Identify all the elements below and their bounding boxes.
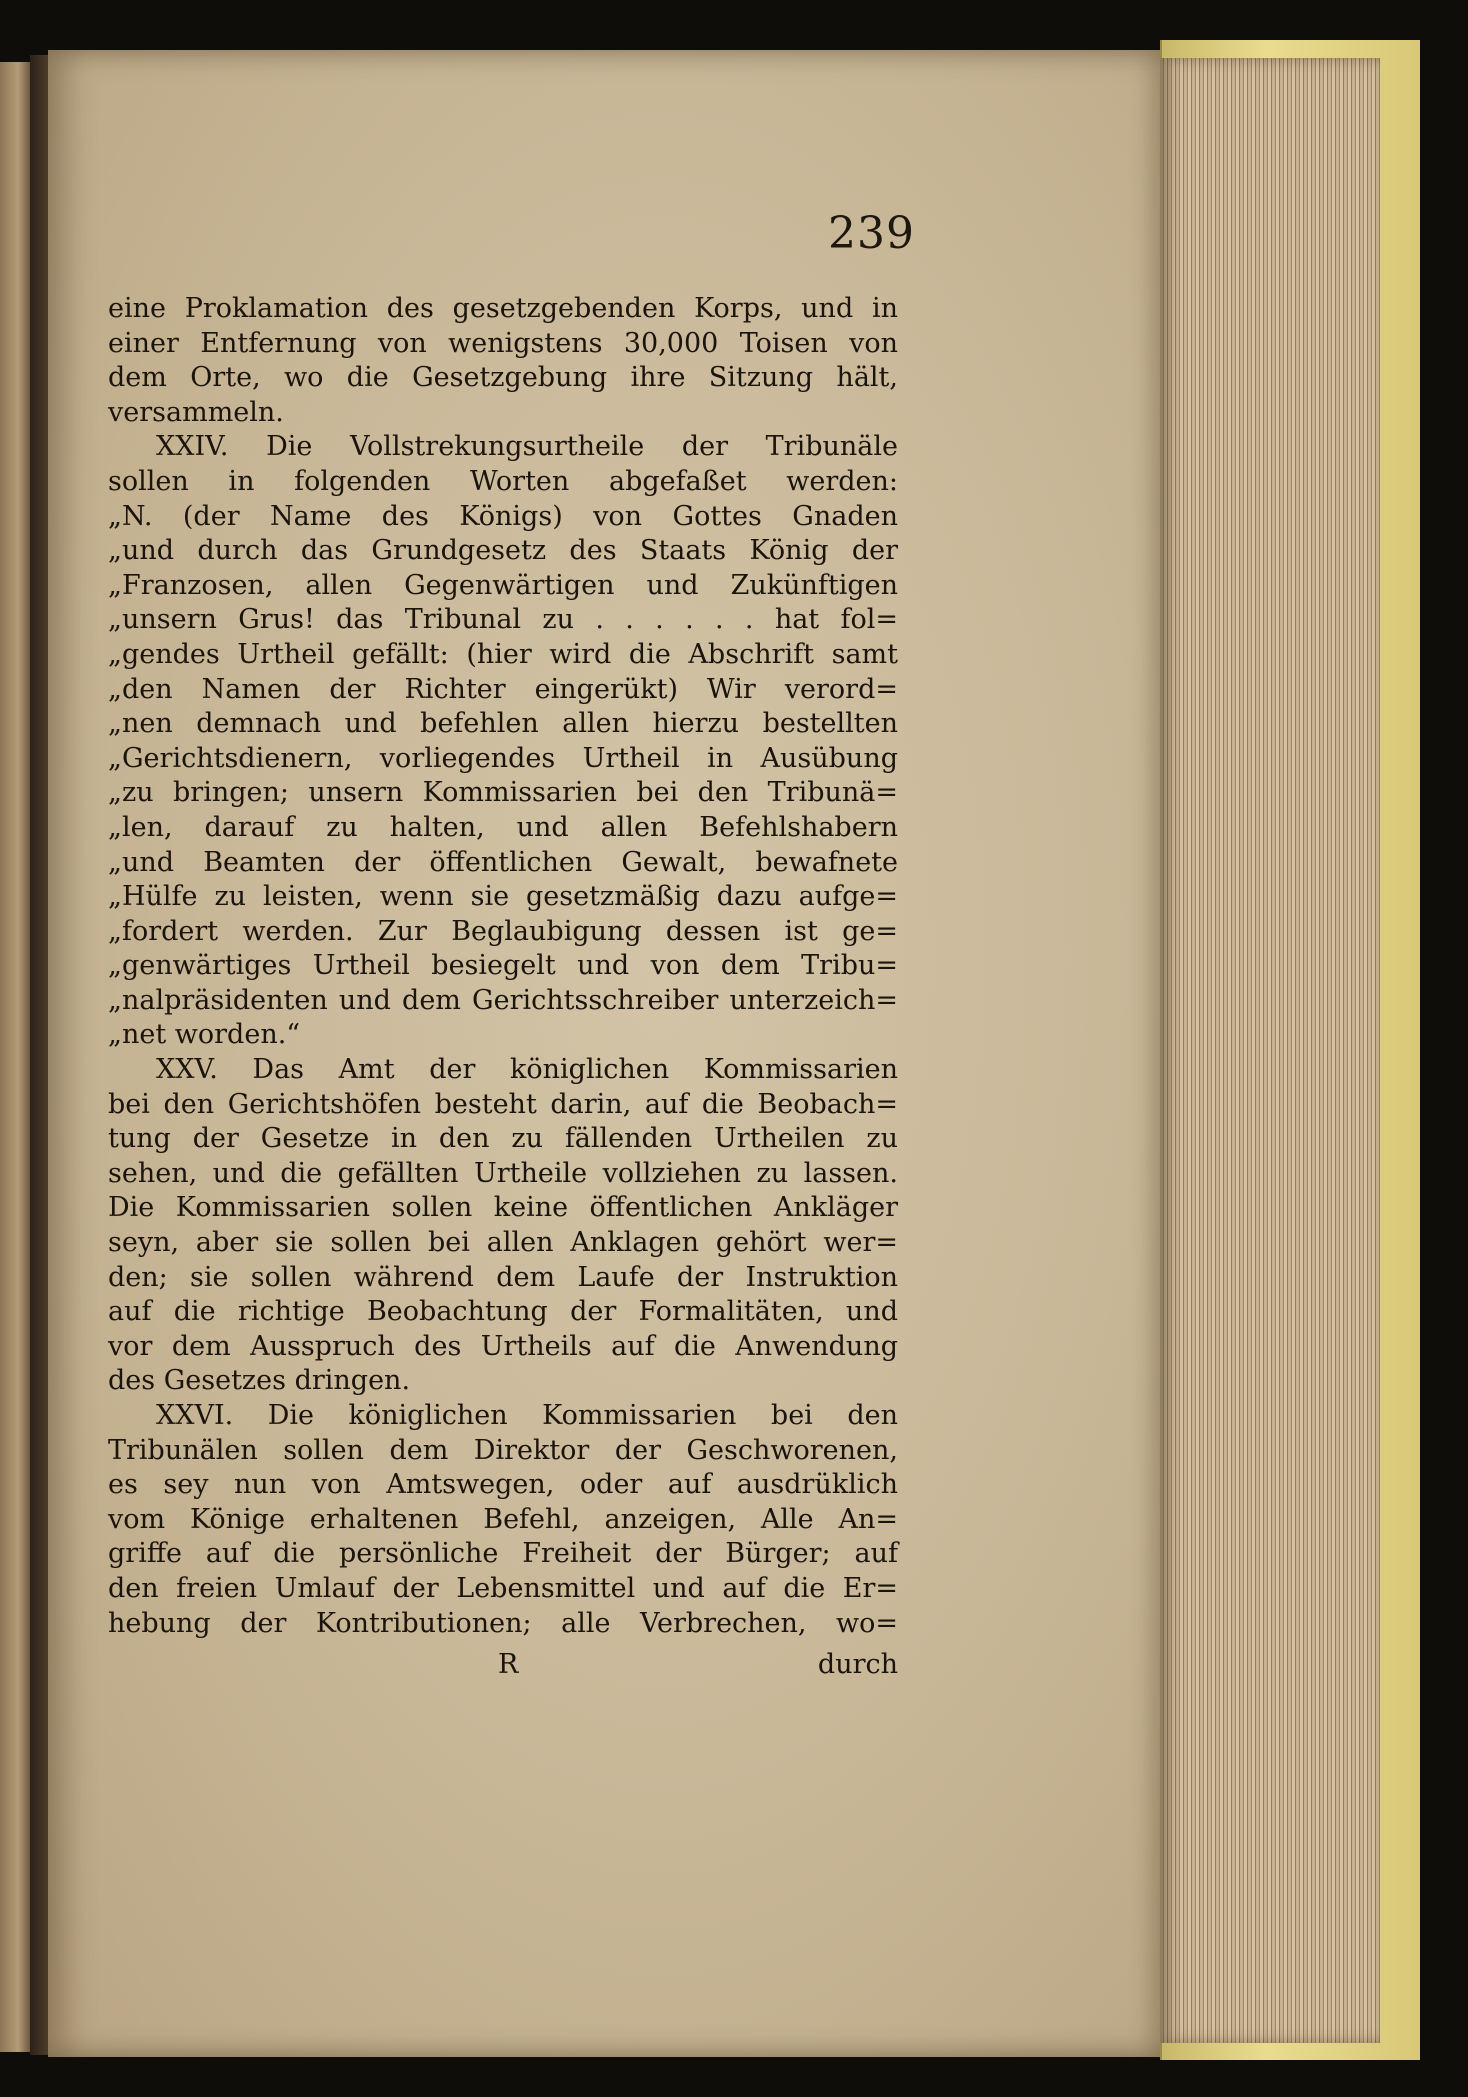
text-line: „unsern Grus! das Tribunal zu . . . . . . hat fol=	[108, 604, 898, 636]
text-line: sollen in folgenden Worten abgefaßet werden:	[108, 465, 898, 497]
catchword: durch	[817, 1649, 898, 1680]
text-line: den freien Umlauf der Lebensmittel und auf die Er=	[108, 1572, 898, 1604]
text-line: Die Kommissarien sollen keine öffentlichen Ankläger	[108, 1192, 898, 1224]
signature-mark: R	[498, 1649, 519, 1680]
text-line: des Gesetzes dringen.	[108, 1365, 411, 1397]
text-line: „den Namen der Richter eingerükt) Wir verord=	[108, 673, 898, 705]
text-line: sehen, und die gefällten Urtheile vollziehen zu lassen.	[108, 1157, 898, 1189]
text-line: vom Könige erhaltenen Befehl, anzeigen, Alle An=	[108, 1503, 898, 1535]
text-line: einer Entfernung von wenigstens 30,000 Toisen von	[108, 327, 898, 359]
text-line: eine Proklamation des gesetzgebenden Korps, und in	[108, 293, 898, 324]
text-line: versammeln.	[108, 396, 284, 428]
previous-page-edge	[0, 62, 30, 2052]
text-line: den; sie sollen während dem Laufe der Instruktion	[108, 1261, 898, 1293]
text-line: XXVI. Die königlichen Kommissarien bei den	[156, 1400, 898, 1431]
page-edges	[1160, 58, 1380, 2043]
text-line: „len, darauf zu halten, und allen Befehlshabern	[108, 811, 898, 843]
text-line: „Hülfe zu leisten, wenn sie gesetzmäßig dazu aufge=	[108, 881, 898, 913]
text-line: „und Beamten der öffentlichen Gewalt, bewafnete	[108, 846, 898, 878]
page-number: 239	[828, 208, 915, 259]
text-line: es sey nun von Amtswegen, oder auf ausdrüklich	[108, 1469, 898, 1501]
text-line: seyn, aber sie sollen bei allen Anklagen gehört wer=	[108, 1227, 898, 1259]
text-line: hebung der Kontributionen; alle Verbrechen, wo=	[108, 1607, 898, 1639]
text-line: „genwärtiges Urtheil besiegelt und von dem Tribu=	[108, 950, 898, 982]
text-line: „nalpräsidenten und dem Gerichtsschreiber unterzeich=	[108, 984, 898, 1016]
text-line: vor dem Ausspruch des Urtheils auf die Anwendung	[108, 1330, 898, 1362]
text-line: „N. (der Name des Königs) von Gottes Gnaden	[108, 500, 898, 532]
text-line: dem Orte, wo die Gesetzgebung ihre Sitzung hält,	[108, 362, 898, 394]
text-line: „und durch das Grundgesetz des Staats König der	[108, 535, 898, 567]
text-line: „nen demnach und befehlen allen hierzu bestellten	[108, 708, 898, 740]
text-line: XXIV. Die Vollstrekungsurtheile der Tribunäle	[156, 431, 898, 463]
page-footer	[108, 1649, 898, 1685]
book-gutter	[30, 55, 48, 2055]
text-line: XXV. Das Amt der königlichen Kommissarien	[156, 1054, 898, 1086]
text-line: Tribunälen sollen dem Direktor der Geschworenen,	[108, 1434, 898, 1466]
text-line: „zu bringen; unsern Kommissarien bei den Tribunä=	[108, 777, 898, 809]
text-line: tung der Gesetze in den zu fällenden Urtheilen zu	[108, 1123, 898, 1155]
body-text	[108, 292, 898, 1641]
text-line: „Gerichtsdienern, vorliegendes Urtheil in Ausübung	[108, 742, 898, 774]
text-line: „Franzosen, allen Gegenwärtigen und Zukünftigen	[108, 569, 898, 601]
text-line: auf die richtige Beobachtung der Formalitäten, und	[108, 1296, 898, 1328]
text-line: bei den Gerichtshöfen besteht darin, auf die Beobach=	[108, 1088, 898, 1120]
text-line: griffe auf die persönliche Freiheit der Bürger; auf	[108, 1538, 898, 1570]
text-line: „gendes Urtheil gefällt: (hier wird die Abschrift samt	[108, 638, 898, 670]
text-line: „net worden.“	[108, 1019, 301, 1051]
text-line: „fordert werden. Zur Beglaubigung dessen ist ge=	[108, 915, 898, 947]
